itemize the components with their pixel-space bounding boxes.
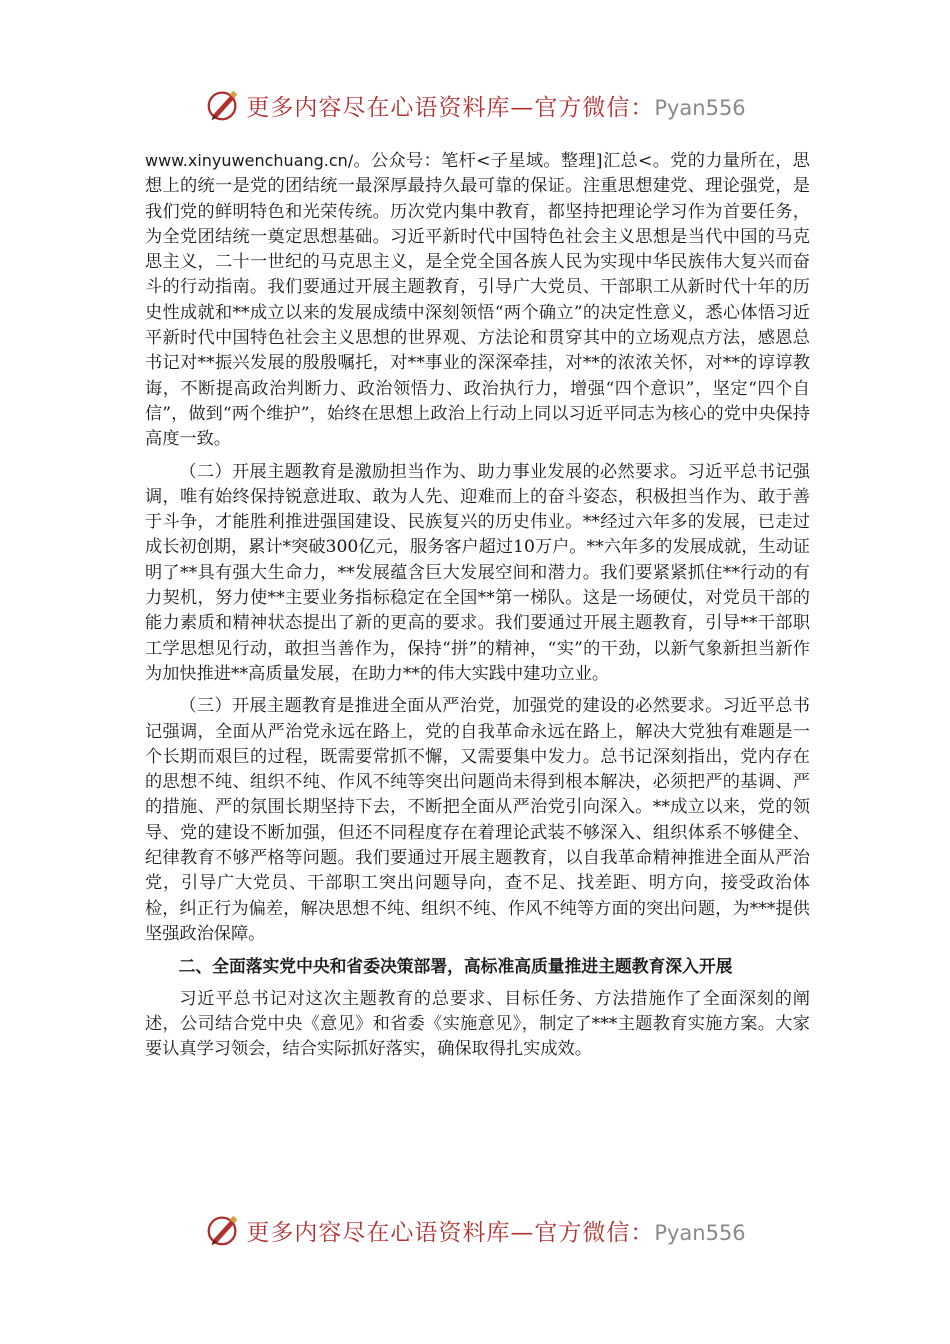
paragraph-4: 习近平总书记对这次主题教育的总要求、目标任务、方法措施作了全面深刻的阐述，公司结合党中央《意见》和省委《实施意见》，制定了***主题教育实施方案。大家要认真学习领会，结合实际抓好落实，确保取得扎实成效。 (145, 988, 810, 1060)
banner-text: 更多内容尽在心语资料库—官方微信：Pyan556 (246, 94, 746, 121)
footer-banner (0, 1205, 950, 1255)
website-url: www.xinyuwenchuang.cn/ (145, 151, 354, 170)
paragraph-3: （三）开展主题教育是推进全面从严治党，加强党的建设的必然要求。习近平总书记强调，全面从严治党永远在路上，党的自我革命永远在路上，解决大党独有难题是一个长期而艰巨的过程，既需要常抓不懈，又需要集中发力。总书记深刻指出，党内存在的思想不纯、组织不纯、作风不纯等突出问题尚未得到根本解决，必须把严的基调、严的措施、严的氛围长期坚持下去，不断把全面从严治党引向深入。**成立以来，党的领导、党的建设不断加强，但还不同程度存在着理论武装不够深入、组织体系不够健全、纪律教育不够严格等问题。我们要通过开展主题教育，以自我革命精神推进全面从严治党，引导广大党员、干部职工突出问题导向，查不足、找差距、明方向，接受政治体检，纠正行为偏差，解决思想不纯、组织不纯、作风不纯等方面的突出问题，为***提供坚强政治保障。 (145, 696, 810, 944)
pen-logo-icon (204, 1211, 242, 1249)
document-body (145, 148, 810, 1069)
section-heading-2: 二、全面落实党中央和省委决策部署，高标准高质量推进主题教育深入开展 (178, 956, 733, 977)
banner-text: 更多内容尽在心语资料库—官方微信：Pyan556 (246, 1219, 746, 1246)
banner-wechat-id: Pyan556 (654, 95, 746, 120)
banner-wechat-id: Pyan556 (654, 1220, 746, 1245)
paragraph-2: （二）开展主题教育是激励担当作为、助力事业发展的必然要求。习近平总书记强调，唯有始终保持锐意进取、敢为人先、迎难而上的奋斗姿态，积极担当作为、敢于善于斗争，才能胜利推进强国建设、民族复兴的历史伟业。**经过六年多的发展，已走过成长初创期，累计*突破300亿元，服务客户超过10万户。**六年多的发展成就，生动证明了**具有强大生命力，**发展蕴含巨大发展空间和潜力。我们要紧紧抓住**行动的有力契机，努力使**主要业务指标稳定在全国**第一梯队。这是一场硬仗，对党员干部的能力素质和精神状态提出了新的更高的要求。我们要通过开展主题教育，引导**干部职工学思想见行动，敢担当善作为，保持“拼”的精神，“实”的干劲，以新气象新担当新作为加快推进**高质量发展，在助力**的伟大实践中建功立业。 (145, 461, 810, 684)
pen-logo-icon (204, 86, 242, 124)
paragraph-1: www.xinyuwenchuang.cn/。公众号：笔杆<子星域。整理]汇总<。党的力量所在，思想上的统一是党的团结统一最深厚最持久最可靠的保证。注重思想建党、理论强党，是我们党的鲜明特色和光荣传统。历次党内集中教育，都坚持把理论学习作为首要任务，为全党团结统一奠定思想基础。习近平新时代中国特色社会主义思想是当代中国的马克思主义，二十一世纪的马克思主义，是全党全国各族人民为实现中华民族伟大复兴而奋斗的行动指南。我们要通过开展主题教育，引导广大党员、干部职工从新时代十年的历史性成就和**成立以来的发展成绩中深刻领悟“两个确立”的决定性意义，悉心体悟习近平新时代中国特色社会主义思想的世界观、方法论和贯穿其中的立场观点方法，感恩总书记对**振兴发展的殷殷嘱托，对**事业的深深牵挂，对**的浓浓关怀，对**的谆谆教诲，不断提高政治判断力、政治领悟力、政治执行力，增强“四个意识”，坚定“四个自信”，做到“两个维护”，始终在思想上政治上行动上同以习近平同志为核心的党中央保持高度一致。 (145, 151, 810, 450)
header-banner (0, 80, 950, 130)
